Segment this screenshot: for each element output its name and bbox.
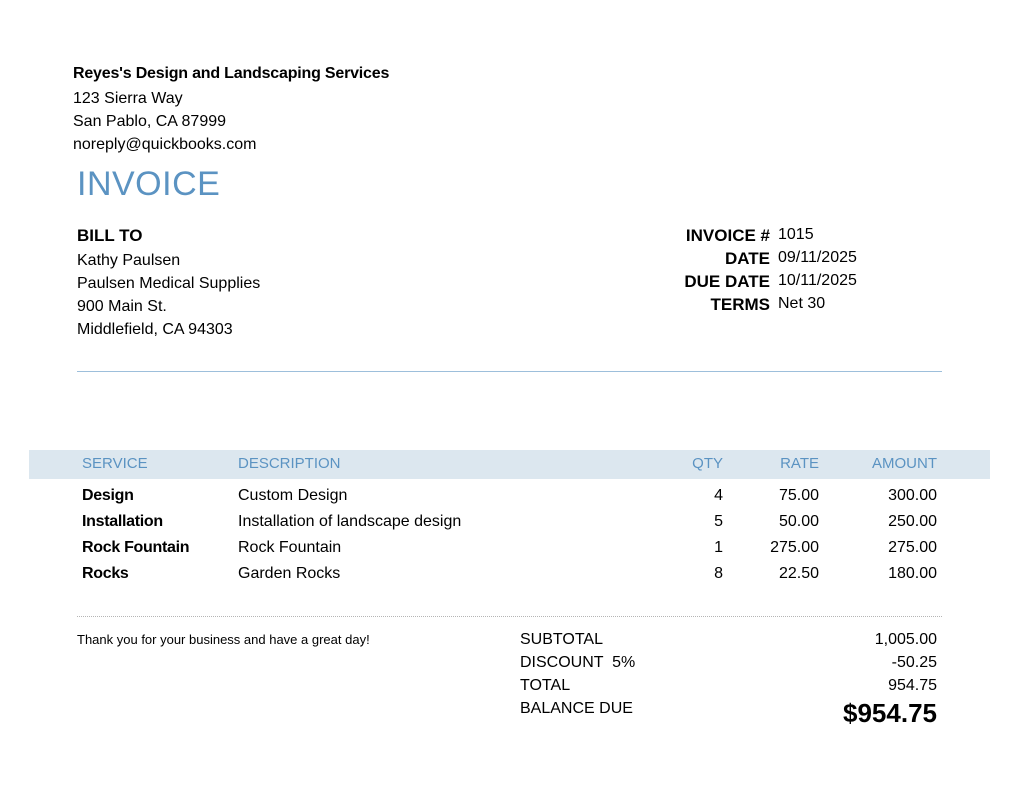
thank-you-message: Thank you for your business and have a great day! (77, 632, 370, 647)
bill-to-street: 900 Main St. (77, 298, 167, 315)
totals-divider (77, 616, 942, 617)
row-amount: 250.00 (888, 513, 937, 530)
header-qty: QTY (692, 455, 723, 472)
balance-due-label: BALANCE DUE (520, 700, 633, 717)
company-email: noreply@quickbooks.com (73, 136, 257, 153)
header-description: DESCRIPTION (238, 455, 341, 472)
invoice-date: 09/11/2025 (778, 249, 857, 266)
line-items-header-band (29, 450, 990, 479)
row-service: Design (82, 487, 134, 504)
row-rate: 50.00 (778, 513, 819, 530)
total-value: 954.75 (888, 677, 937, 694)
terms-label: TERMS (710, 295, 770, 314)
row-service: Installation (82, 513, 163, 530)
row-description: Garden Rocks (238, 565, 341, 582)
row-amount: 300.00 (888, 487, 937, 504)
terms: Net 30 (778, 295, 826, 312)
row-rate: 275.00 (770, 539, 819, 556)
row-service: Rocks (82, 565, 129, 582)
subtotal-value: 1,005.00 (874, 631, 937, 648)
row-qty: 8 (714, 565, 723, 582)
balance-due-value: $954.75 (843, 698, 937, 728)
header-service: SERVICE (82, 455, 148, 472)
row-rate: 22.50 (778, 565, 819, 582)
row-qty: 5 (714, 513, 723, 530)
row-description: Custom Design (238, 487, 348, 504)
date-label: DATE (724, 249, 770, 268)
invoice-number: 1015 (778, 226, 814, 243)
discount-label: DISCOUNT 5% (520, 654, 636, 671)
company-address-line1: 123 Sierra Way (73, 90, 183, 107)
invoice-number-label: INVOICE # (685, 226, 770, 245)
row-qty: 4 (714, 487, 723, 504)
header-rate: RATE (780, 455, 819, 472)
subtotal-label: SUBTOTAL (520, 631, 603, 648)
row-amount: 275.00 (888, 539, 937, 556)
row-service: Rock Fountain (82, 539, 190, 556)
bill-to-company: Paulsen Medical Supplies (77, 275, 261, 292)
due-date: 10/11/2025 (778, 272, 857, 289)
bill-to-name: Kathy Paulsen (77, 252, 181, 269)
row-qty: 1 (714, 539, 723, 556)
bill-to-city: Middlefield, CA 94303 (77, 321, 233, 338)
row-description: Installation of landscape design (238, 513, 462, 530)
bill-to-label: BILL TO (77, 226, 143, 245)
discount-value: -50.25 (891, 654, 937, 671)
invoice-title: INVOICE (77, 165, 221, 203)
row-rate: 75.00 (778, 487, 819, 504)
company-address-line2: San Pablo, CA 87999 (73, 113, 227, 130)
company-name: Reyes's Design and Landscaping Services (73, 65, 390, 82)
total-label: TOTAL (520, 677, 571, 694)
row-description: Rock Fountain (238, 539, 342, 556)
row-amount: 180.00 (888, 565, 937, 582)
header-amount: AMOUNT (872, 455, 937, 472)
header-divider (77, 371, 942, 372)
due-date-label: DUE DATE (684, 272, 770, 291)
